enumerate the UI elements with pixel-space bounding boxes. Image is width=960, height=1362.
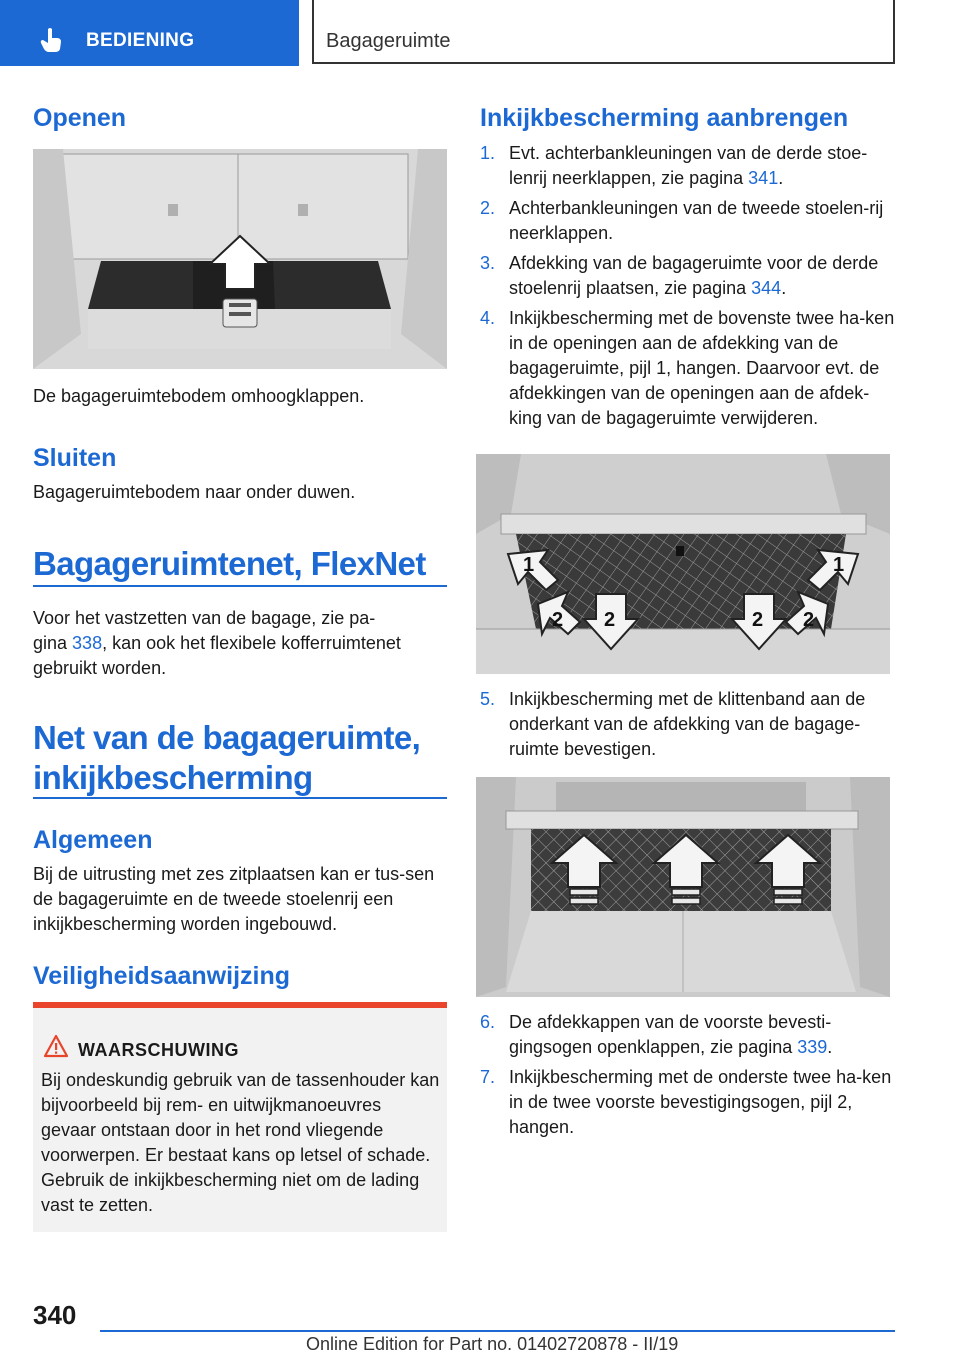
steps-list-c xyxy=(480,1010,895,1145)
aanbrengen-heading: Inkijkbescherming aanbrengen xyxy=(480,104,849,132)
footer-rule xyxy=(100,1330,895,1332)
algemeen-heading: Algemeen xyxy=(33,826,153,854)
flexnet-rule xyxy=(33,585,447,587)
step-text-end: . xyxy=(781,278,787,298)
velcro-image xyxy=(476,777,890,997)
step-item xyxy=(480,251,895,301)
step-text: Afdekking van de bagageruimte voor de derde stoelenrij plaatsen, zie pagina xyxy=(509,253,879,298)
step-item xyxy=(480,687,895,762)
step-text: Inkijkbescherming met de bovenste twee ha-ken in de openingen aan de afdekking van de bagageruimte, pijl 1, hangen. Daarvoor evt. de afdekkingen van de openingen aan de afdek-king van de bagageruimte verwijderen. xyxy=(509,308,895,428)
step-text-end: . xyxy=(827,1037,833,1057)
steps-list-b xyxy=(480,687,895,767)
step-item xyxy=(480,1010,895,1060)
sluiten-heading: Sluiten xyxy=(33,444,117,472)
warning-title: WAARSCHUWING xyxy=(78,1040,239,1060)
step-number: 4. xyxy=(480,308,496,328)
page-link-341[interactable]: 341 xyxy=(748,168,779,188)
openen-heading: Openen xyxy=(33,104,127,132)
arrow-label-2-a: 2 xyxy=(604,609,616,631)
arrow-label-1-left: 1 xyxy=(523,554,535,576)
arrow-label-2-d: 2 xyxy=(803,609,815,631)
veiligheid-heading: Veiligheidsaanwijzing xyxy=(33,962,291,990)
arrow-label-1-right: 1 xyxy=(833,554,845,576)
section-label: BEDIENING xyxy=(86,30,195,51)
warning-triangle-icon xyxy=(43,1034,69,1058)
step-number: 7. xyxy=(480,1067,496,1087)
net-rule xyxy=(33,797,447,799)
warning-box xyxy=(33,1002,447,1232)
warning-text: Bij ondeskundig gebruik van de tassenhouder kan bijvoorbeeld bij rem- en uitwijkmanoeuvres gevaar ontstaan door in het rond vliegende voorwerpen. Er bestaat kans op letsel of schade. Gebruik de inkijkbescherming niet om de lading vast te zetten. xyxy=(41,1070,440,1215)
step-item xyxy=(480,1065,895,1140)
sluiten-text: Bagageruimtebodem naar onder duwen. xyxy=(33,482,356,502)
step-number: 1. xyxy=(480,143,496,163)
step-text: Inkijkbescherming met de onderste twee ha-ken in de twee voorste bevestigingsogen, pijl 2, hangen. xyxy=(509,1067,892,1137)
flexnet-heading: Bagageruimtenet, FlexNet xyxy=(33,545,426,582)
chapter-label: Bagageruimte xyxy=(326,30,451,52)
step-number: 2. xyxy=(480,198,496,218)
section-tab xyxy=(0,0,299,66)
step-text-end: . xyxy=(778,168,784,188)
step-item xyxy=(480,196,895,246)
page-number: 340 xyxy=(33,1300,77,1330)
steps-list-a xyxy=(480,141,895,436)
page-link-338[interactable]: 338 xyxy=(72,633,103,653)
step-text: Achterbankleuningen van de tweede stoelen-rij neerklappen. xyxy=(509,198,884,243)
net-heading: Net van de bagageruimte, inkijkbescherming xyxy=(33,719,421,796)
algemeen-text: Bij de uitrusting met zes zitplaatsen kan er tus-sen de bagageruimte en de tweede stoelenrij een inkijkbescherming worden ingebouwd. xyxy=(33,864,435,934)
step-number: 5. xyxy=(480,689,496,709)
page-link-339[interactable]: 339 xyxy=(797,1037,828,1057)
flexnet-text: Voor het vastzetten van de bagage, zie pa- gina 338, kan ook het flexibele kofferruimtenet gebruikt worden. xyxy=(33,608,401,678)
step-text: De afdekkappen van de voorste bevesti-gingsogen openklappen, zie pagina xyxy=(509,1012,832,1057)
hand-pointer-icon xyxy=(40,27,62,53)
step-item xyxy=(480,306,895,431)
arrow-label-2-c: 2 xyxy=(552,609,564,631)
step-number: 6. xyxy=(480,1012,496,1032)
step-text: Inkijkbescherming met de klittenband aan de onderkant van de afdekking van de bagage-ruimte bevestigen. xyxy=(509,689,866,759)
step-item xyxy=(480,141,895,191)
net-hooks-image xyxy=(476,454,890,674)
step-number: 3. xyxy=(480,253,496,273)
edition-text: Online Edition for Part no. 01402720878 - II/19 xyxy=(306,1334,679,1354)
step-text: Evt. achterbankleuningen van de derde stoe-lenrij neerklappen, zie pagina xyxy=(509,143,868,188)
chapter-box xyxy=(312,0,895,64)
arrow-label-2-b: 2 xyxy=(752,609,764,631)
openen-caption: De bagageruimtebodem omhoogklappen. xyxy=(33,386,365,406)
trunk-floor-image xyxy=(33,149,447,369)
page-link-344[interactable]: 344 xyxy=(751,278,782,298)
